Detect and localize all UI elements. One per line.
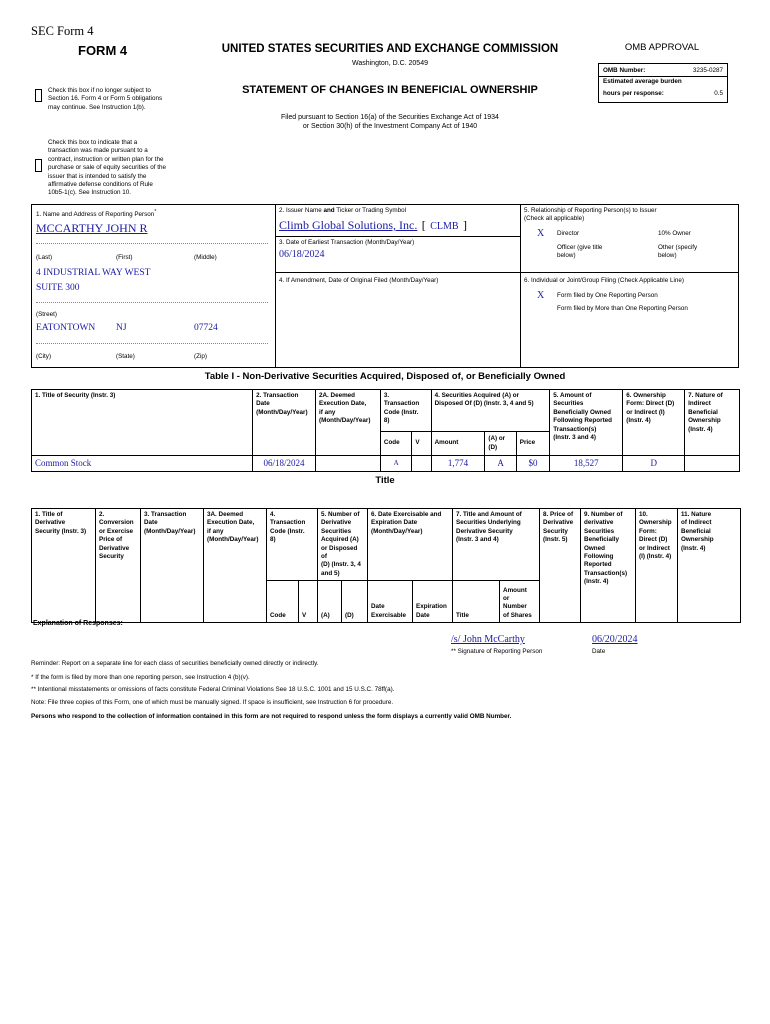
middle-label: (Middle) [194, 254, 217, 261]
note-multiple-persons: * If the form is filed by more than one reporting person, see Instruction 4 (b)(v). [31, 674, 250, 681]
t1-h-amount-sub: Amount [431, 432, 485, 456]
t1-h-nature: 7. Nature of Indirect Beneficial Ownership (Instr. 4) [685, 390, 740, 456]
street-label: (Street) [36, 311, 57, 318]
signature-label: ** Signature of Reporting Person [451, 648, 543, 655]
t1-deemed-date [315, 456, 380, 472]
date-label: Date [592, 648, 606, 655]
note-omb-notice: Persons who respond to the collection of information contained in this form are not required to respond unless the form displays a currently valid OMB Number. [31, 713, 512, 720]
t2-h-expiration: Expiration Date [413, 581, 453, 623]
t1-nature [685, 456, 740, 472]
t2-h-d-sub: (D) [342, 581, 368, 623]
t1-transaction-date: 06/18/2024 [253, 456, 316, 472]
note-criminal-violations: ** Intentional misstatements or omissions of facts constitute Federal Criminal Violations See 18 U.S.C. 1001 and 15 U.S.C. 78ff(a). [31, 686, 395, 693]
box5-6-relationship [520, 204, 739, 368]
t2-h-amount-shares: Amount or Number of Shares [500, 581, 540, 623]
t2-h-price: 8. Price of Derivative Security (Instr. 5) [540, 509, 581, 623]
omb-hours-value: 0.5 [714, 90, 723, 97]
t2-h-nature: 11. Nature of Indirect Beneficial Ownership (Instr. 4) [678, 509, 741, 623]
t2-h-code-sub: Code [267, 581, 299, 623]
sec-form-label: SEC Form 4 [31, 24, 94, 38]
t2-h-number: 5. Number of Derivative Securities Acquired (A) or Disposed of (D) (Instr. 3, 4 and 5) [318, 509, 368, 581]
note-file-copies: Note: File three copies of this Form, one of which must be manually signed. If space is insufficient, see Instruction 6 for procedure. [31, 699, 394, 706]
address-line2: SUITE 300 [36, 283, 80, 293]
t1-h-title: 1. Title of Security (Instr. 3) [32, 390, 253, 456]
rule10b5-checkbox-text: Check this box to indicate that a transaction was made pursuant to a contract, instruction or written plan for the purchase or sale of equity securities of the issuer that is intended to satisfy the affirmative defense conditions of Rule 10b5-1(c). See Instruction 10. [48, 139, 166, 197]
explanation-label: Explanation of Responses: [33, 620, 123, 627]
t1-v [412, 456, 431, 472]
first-label: (First) [116, 254, 133, 261]
t1-h-aord-sub: (A) or (D) [485, 432, 516, 456]
t2-h-deemed: 3A. Deemed Execution Date, if any (Month/Day/Year) [204, 509, 267, 623]
box1-label: 1. Name and Address of Reporting Person* [36, 209, 157, 219]
omb-hours-label: hours per response: [603, 90, 664, 97]
box2-label: 2. Issuer Name and Ticker or Trading Symbol [279, 207, 407, 214]
omb-title: OMB APPROVAL [624, 42, 700, 53]
t1-h-securities: 4. Securities Acquired (A) or Disposed Of (D) (Instr. 3, 4 and 5) [431, 390, 550, 432]
statement-title: STATEMENT OF CHANGES IN BENEFICIAL OWNERSHIP [242, 84, 538, 96]
rule10b5-checkbox[interactable] [35, 159, 42, 172]
ten-percent-owner-label: 10% Owner [658, 230, 691, 237]
ticker-symbol: CLMB [430, 221, 459, 232]
omb-number-value: 3235-0287 [692, 67, 723, 74]
box6-label: 6. Individual or Joint/Group Filing (Check Applicable Line) [524, 277, 684, 284]
state-label: (State) [116, 353, 135, 360]
t2-h-date: 3. Transaction Date (Month/Day/Year) [141, 509, 204, 623]
more-persons-label: Form filed by More than One Reporting Person [557, 305, 688, 312]
t1-h-code: 3. Transaction Code (Instr. 8) [380, 390, 431, 432]
omb-box [598, 63, 728, 103]
t1-amount: 1,774 [431, 456, 485, 472]
t1-h-v-sub: V [412, 432, 431, 456]
last-label: (Last) [36, 254, 53, 261]
table1 [31, 389, 740, 472]
one-person-label: Form filed by One Reporting Person [557, 292, 658, 299]
director-mark[interactable]: X [537, 228, 545, 239]
table2-title: Title [375, 475, 395, 486]
t1-h-code-sub: Code [380, 432, 411, 456]
signature: /s/ John McCarthy [451, 634, 525, 645]
t1-code: A [380, 456, 411, 472]
officer-label: Officer (give title below) [557, 244, 603, 260]
t1-security-title: Common Stock [32, 456, 253, 472]
box5-label: 5. Relationship of Reporting Person(s) to Issuer (Check all applicable) [524, 207, 657, 223]
t2-h-code: 4. Transaction Code (Instr. 8) [267, 509, 318, 581]
section16-checkbox-text: Check this box if no longer subject to Section 16. Form 4 or Form 5 obligations may continue. See Instruction 1(b). [48, 87, 163, 111]
table1-title: Table I - Non-Derivative Securities Acquired, Disposed of, or Beneficially Owned [204, 371, 566, 382]
t1-h-owned: 5. Amount of Securities Beneficially Owned Following Reported Transaction(s) (Instr. 3 and 4) [550, 390, 623, 456]
omb-number-label: OMB Number: [603, 67, 646, 74]
reporting-person-name: MCCARTHY JOHN R [36, 221, 148, 235]
director-label: Director [557, 230, 580, 237]
t1-price: $0 [516, 456, 549, 472]
t1-h-date: 2. Transaction Date (Month/Day/Year) [253, 390, 316, 456]
t2-h-underlying: 7. Title and Amount of Securities Underlying Derivative Security (Instr. 3 and 4) [453, 509, 540, 581]
table2 [31, 508, 741, 623]
t2-h-conversion: 2. Conversion or Exercise Price of Derivative Security [96, 509, 141, 623]
omb-burden-label: Estimated average burden [603, 78, 682, 85]
issuer-name: Climb Global Solutions, Inc. [279, 218, 418, 232]
reminder-text: Reminder: Report on a separate line for each class of securities beneficially owned directly or indirectly. [31, 660, 319, 667]
agency-location: Washington, D.C. 20549 [351, 60, 428, 67]
table-row [32, 456, 740, 472]
t1-h-deemed: 2A. Deemed Execution Date, if any (Month/Day/Year) [315, 390, 380, 456]
t2-h-owned: 9. Number of derivative Securities Beneficially Owned Following Reported Transaction(s) (Instr. 4) [581, 509, 636, 623]
zip-label: (Zip) [194, 353, 207, 360]
t1-h-form: 6. Ownership Form: Direct (D) or Indirect (I) (Instr. 4) [623, 390, 685, 456]
t2-h-title-sub: Title [453, 581, 500, 623]
box3-label: 3. Date of Earliest Transaction (Month/Day/Year) [279, 239, 415, 246]
filed-pursuant: Filed pursuant to Section 16(a) of the Securities Exchange Act of 1934 or Section 30(h) of the Investment Company Act of 1940 [281, 114, 499, 130]
signature-date: 06/20/2024 [592, 634, 638, 645]
t1-a-or-d: A [485, 456, 516, 472]
t2-h-form: 10. Ownership Form: Direct (D) or Indirect (I) (Instr. 4) [636, 509, 678, 623]
t1-ownership-form: D [623, 456, 685, 472]
form-title: FORM 4 [78, 43, 128, 58]
t2-h-date-exercisable: Date Exercisable [368, 581, 413, 623]
issuer-line: Climb Global Solutions, Inc. [ CLMB ] [279, 218, 468, 232]
earliest-transaction-date: 06/18/2024 [279, 249, 325, 260]
address-line1: 4 INDUSTRIAL WAY WEST [36, 268, 151, 278]
agency-title: UNITED STATES SECURITIES AND EXCHANGE COMMISSION [221, 43, 559, 55]
t2-h-title: 1. Title of Derivative Security (Instr. 3) [32, 509, 96, 623]
t2-h-exercisable: 6. Date Exercisable and Expiration Date (Month/Day/Year) [368, 509, 453, 581]
t1-h-price-sub: Price [516, 432, 549, 456]
state-value: NJ [116, 323, 127, 333]
section16-checkbox[interactable] [35, 89, 42, 102]
other-label: Other (specify below) [658, 244, 698, 260]
box4-label: 4. If Amendment, Date of Original Filed (Month/Day/Year) [279, 277, 439, 284]
zip-value: 07724 [194, 323, 218, 333]
t2-h-v-sub: V [299, 581, 318, 623]
t1-owned: 18,527 [550, 456, 623, 472]
city-value: EATONTOWN [36, 323, 96, 333]
one-person-mark[interactable]: X [537, 290, 545, 301]
t2-h-a-sub: (A) [318, 581, 342, 623]
city-label: (City) [36, 353, 52, 360]
